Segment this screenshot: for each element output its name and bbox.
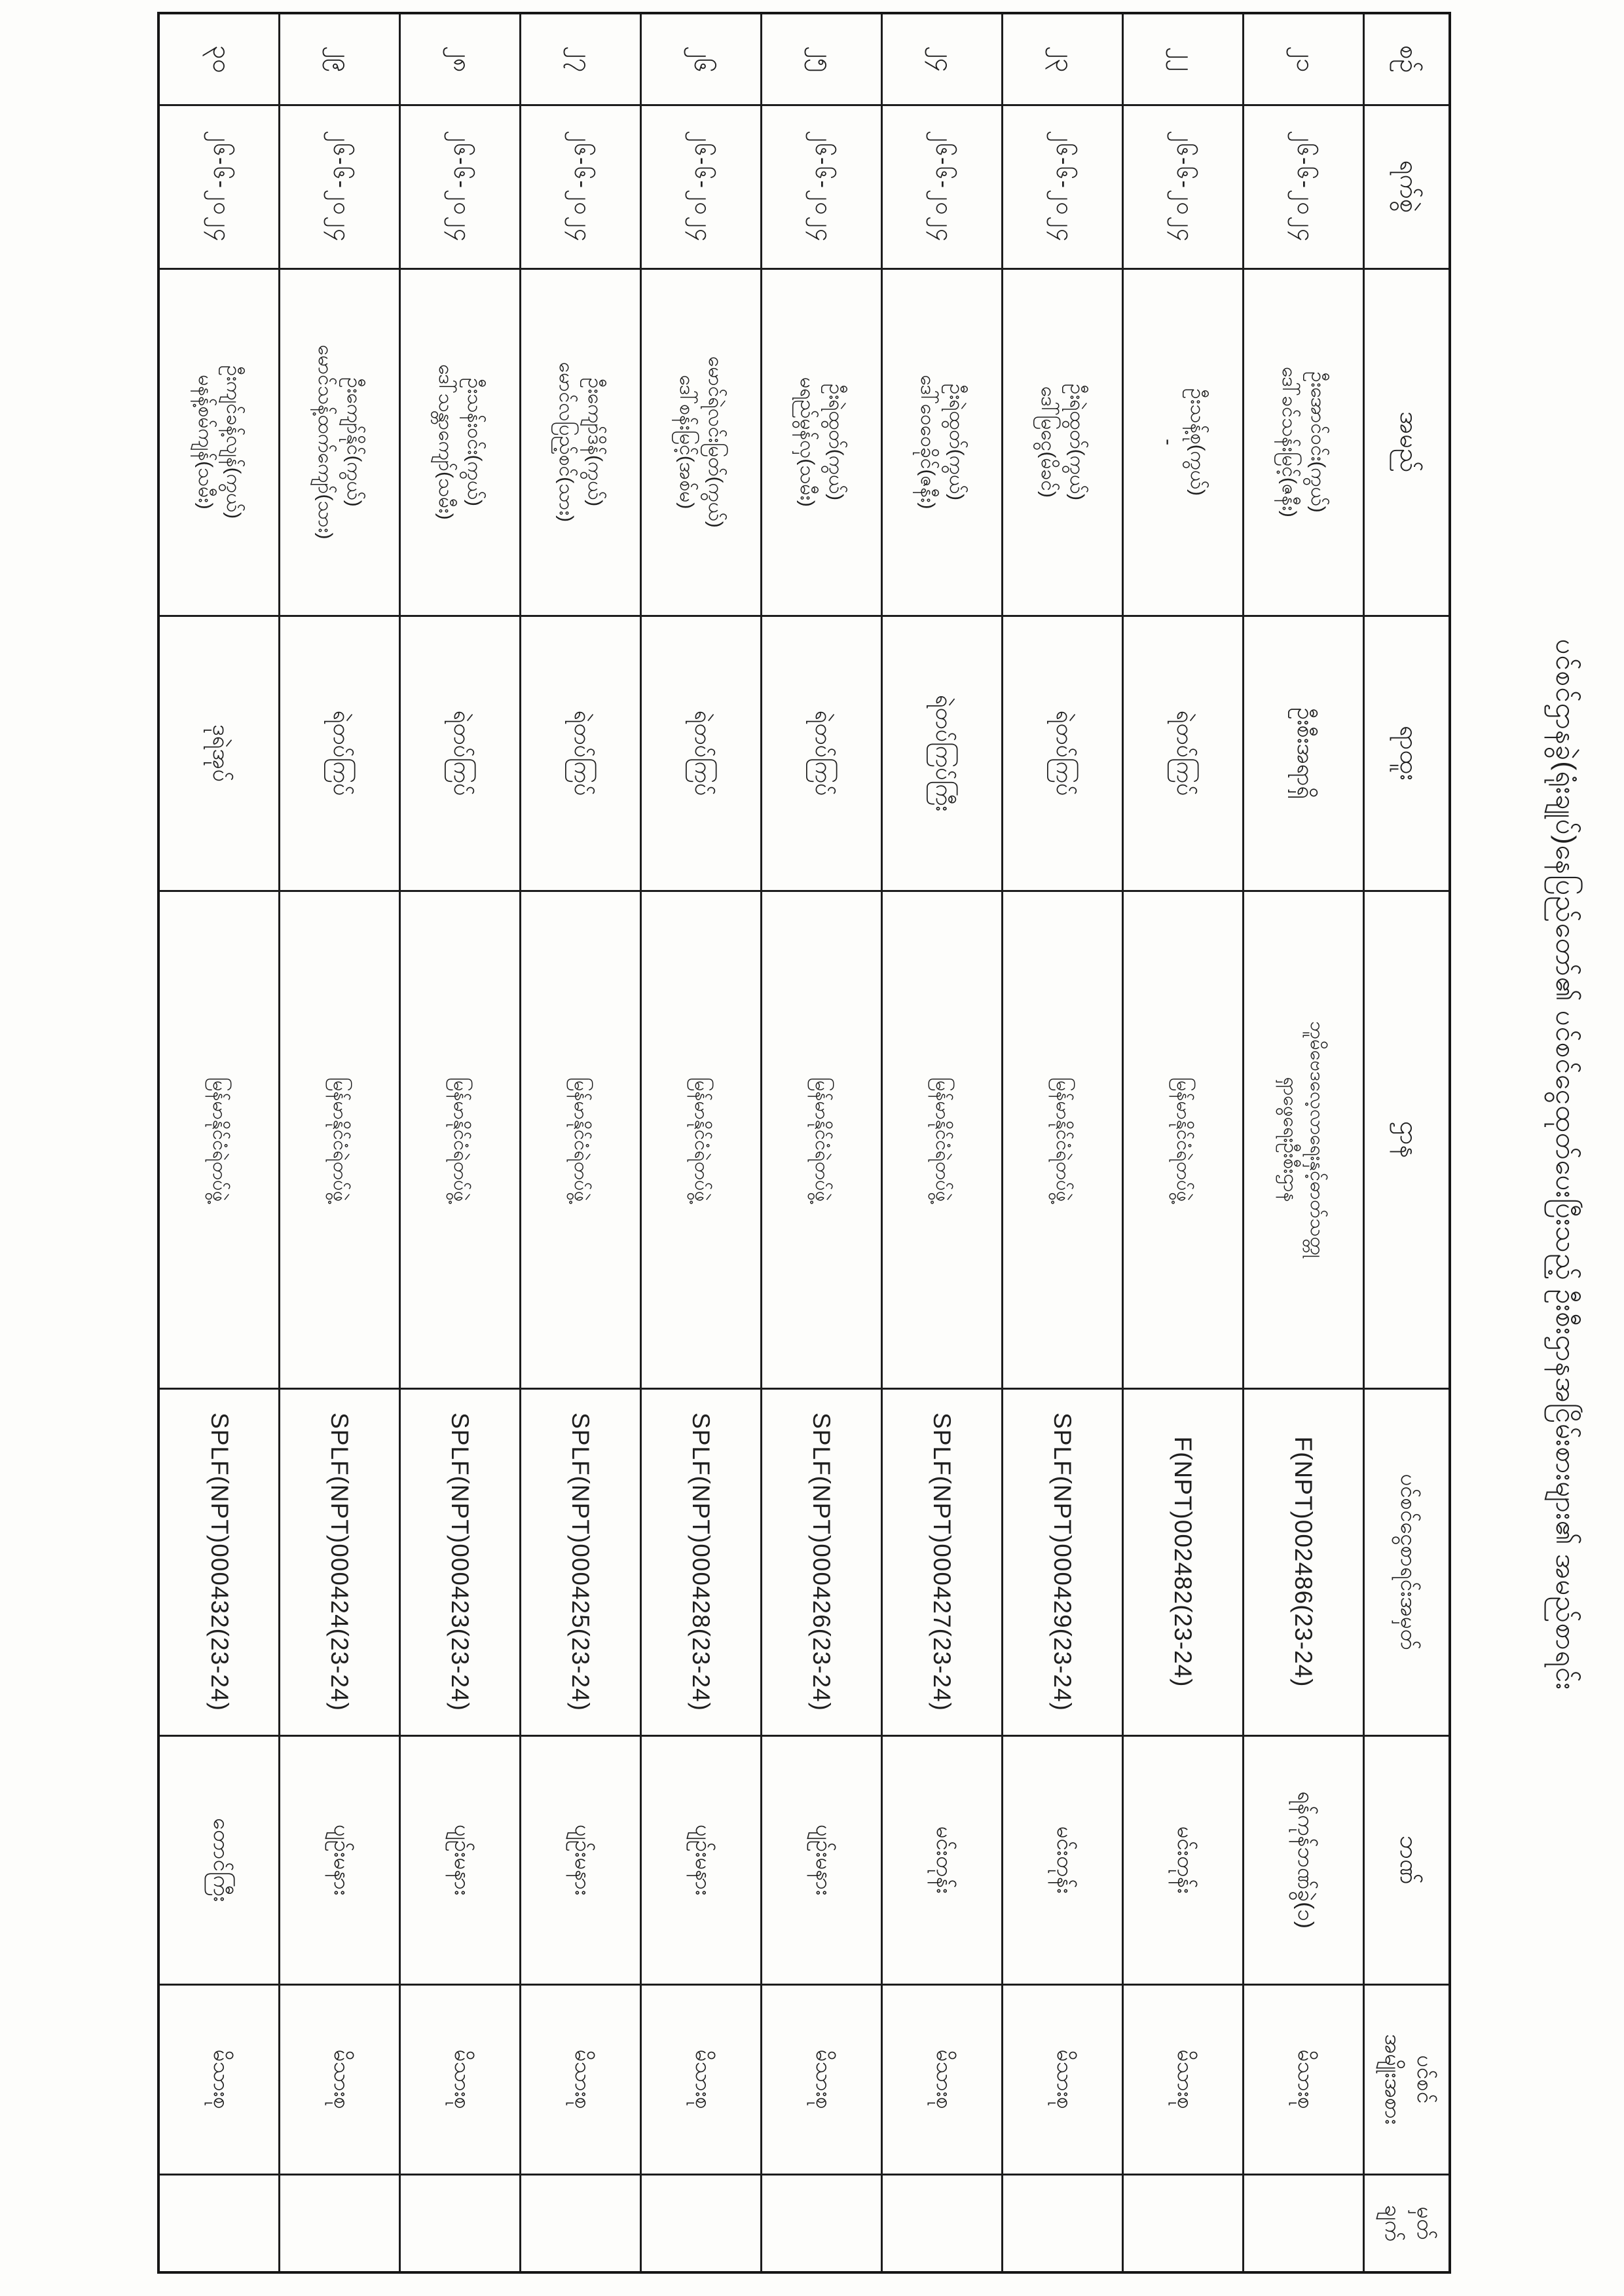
cell-department (1003, 891, 1123, 1388)
cell-remark (641, 2174, 762, 2272)
name-line2: ဒေါ်ခင်သန်းမြင့်(ဇနီး) (1278, 367, 1301, 517)
cell-name (641, 268, 762, 616)
cell-account: SPLF(NPT)000429(23-24) (1003, 1388, 1123, 1735)
header-pension-type-line1: ပင်စင် (1413, 2055, 1437, 2103)
cell-department (1244, 891, 1364, 1388)
cell-remark (521, 2174, 641, 2272)
cell-account: SPLF(NPT)000427(23-24) (882, 1388, 1003, 1735)
header-pension-type (1364, 1984, 1450, 2174)
cell-serial: ၂၁ (1244, 13, 1364, 105)
department-line1: မြန်မာနိုင်ငံရဲတပ်ဖွဲ့ (1172, 1077, 1194, 1202)
cell-date: ၂၆-၆-၂၀၂၄ (762, 105, 882, 268)
table-header-row (1364, 13, 1450, 2272)
name-line2: ဒေါ်ဝေဝေခိုင်(ဇနီး) (917, 375, 939, 509)
cell-date: ၂၆-၆-၂၀၂၄ (400, 105, 521, 268)
department-line1: မြန်မာနိုင်ငံရဲတပ်ဖွဲ့ (570, 1077, 591, 1202)
header-serial: စဉ် (1364, 13, 1450, 105)
cell-department (159, 891, 280, 1388)
cell-pension-type: မိသားစု (882, 1984, 1003, 2174)
cell-bank: ရန်ကုန်ဘဏ်ခွဲ(၁) (1244, 1735, 1364, 1984)
header-date: ရက်စွဲ (1364, 105, 1450, 268)
cell-serial: ၂၃ (1003, 13, 1123, 105)
cell-remark (159, 2174, 280, 2272)
name-line2: ဒေါ်စန်းမြင့်(အစ်မ) (676, 375, 698, 509)
cell-date: ၂၆-၆-၂၀၂၄ (641, 105, 762, 268)
header-remark-line2: ချက် (1381, 2204, 1405, 2242)
cell-account: SPLF(NPT)000425(23-24) (521, 1388, 641, 1735)
page-title: ပင်စင်ဌာနခွဲ(ရုံးချုပ်)နေပြည်တော်၏ ပင်စင်ငွေထုတ်ပေးပြီးသည့် ဦးစီးဌာနအငြိမ်းစားများ၏ အမည်စာရင်း (1551, 639, 1581, 1690)
cell-position: ရဲတပ်ကြပ် (1003, 616, 1123, 891)
name-line1: ဦးရဲထွတ်(ကွယ်) (946, 383, 967, 501)
cell-account: SPLF(NPT)000423(23-24) (400, 1388, 521, 1735)
header-bank: ဘဏ် (1364, 1735, 1450, 1984)
cell-bank: တောင်ကြီး (159, 1735, 280, 1984)
name-line1: ဦးရဲထွတ်(ကွယ်) (1066, 383, 1088, 501)
cell-serial: ၂၇ (521, 13, 641, 105)
cell-serial: ၂၂ (1123, 13, 1244, 105)
department-line1: မြန်မာနိုင်ငံရဲတပ်ဖွဲ့ (329, 1077, 350, 1202)
header-remark (1364, 2174, 1450, 2272)
cell-remark (280, 2174, 400, 2272)
header-account: ပင်စင်ငွေစာရင်းအမှတ် (1364, 1388, 1450, 1735)
table-row (762, 13, 882, 2272)
cell-name (1123, 268, 1244, 616)
name-line2: မောင်သန့်ထက်ကျော်(သား) (314, 344, 337, 540)
cell-date: ၂၆-၆-၂၀၂၄ (159, 105, 280, 268)
cell-position: ရဲတပ်ကြပ်ကြီး (882, 616, 1003, 891)
cell-position: ဦးစီးအရာရှိ (1244, 616, 1364, 891)
cell-position: ရဲတပ်ကြပ် (400, 616, 521, 891)
department-line1: မြန်မာနိုင်ငံရဲတပ်ဖွဲ့ (209, 1077, 231, 1202)
cell-serial: ၂၄ (882, 13, 1003, 105)
name-line2: မနန့်စမ်ကျန်(သမီး) (194, 375, 216, 509)
table-row (400, 13, 521, 2272)
name-line1: ဦးရဲထွတ်(ကွယ်) (825, 383, 847, 501)
cell-bank: မင်းတုန်း (1123, 1735, 1244, 1984)
cell-name (762, 268, 882, 616)
cell-position: ရဲတပ်ကြပ် (1123, 616, 1244, 891)
cell-account: SPLF(NPT)000426(23-24) (762, 1388, 882, 1735)
pension-table (158, 12, 1452, 2274)
cell-pension-type: မိသားစု (280, 1984, 400, 2174)
cell-remark (1123, 2174, 1244, 2272)
cell-date: ၂၆-၆-၂၀၂၄ (1003, 105, 1123, 268)
name-line2: - (1158, 439, 1180, 445)
cell-name (1244, 268, 1364, 616)
cell-name (521, 268, 641, 616)
cell-bank: ပျဉ်းမနား (762, 1735, 882, 1984)
header-position: ရာထူး (1364, 616, 1450, 891)
name-line2: မောင်လပြည့်စင်(သား) (555, 361, 578, 523)
cell-pension-type: မိသားစု (1123, 1984, 1244, 2174)
cell-department (521, 891, 641, 1388)
table-row (521, 13, 641, 2272)
cell-department (1123, 891, 1244, 1388)
name-line2: ဒေါ်သန္တာကျော်(သမီး) (435, 364, 457, 520)
cell-date: ၂၆-၆-၂၀၂၄ (1123, 105, 1244, 268)
name-line1: ဦးအောင်ဝင်း(ကွယ်) (1307, 371, 1329, 513)
cell-pension-type: မိသားစု (1003, 1984, 1123, 2174)
cell-remark (1003, 2174, 1123, 2272)
department-line1: မြန်မာနိုင်ငံရဲတပ်ဖွဲ့ (931, 1077, 953, 1202)
cell-department (400, 891, 521, 1388)
name-line1: ဦးသန့်စု(ကွယ်) (1187, 388, 1208, 496)
name-line2: မရည်မွန်လှ(သမီး) (796, 377, 819, 507)
table-row (641, 13, 762, 2272)
department-line2: ရှာဖွေရေးဦးစီးဌာန (1280, 1077, 1301, 1202)
cell-name (159, 268, 280, 616)
cell-position: ဒုရဲအုပ် (159, 616, 280, 891)
cell-pension-type: မိသားစု (159, 1984, 280, 2174)
department-line1: မြန်မာနိုင်ငံရဲတပ်ဖွဲ့ (1052, 1077, 1073, 1202)
cell-position: ရဲတပ်ကြပ် (280, 616, 400, 891)
cell-pension-type: မိသားစု (1244, 1984, 1364, 2174)
cell-department (882, 891, 1003, 1388)
cell-bank: မင်းတုန်း (882, 1735, 1003, 1984)
header-name: အမည် (1364, 268, 1450, 616)
table-row (882, 13, 1003, 2272)
cell-name (400, 268, 521, 616)
department-line1: မြန်မာနိုင်ငံရဲတပ်ဖွဲ့ (811, 1077, 832, 1202)
name-line1: မောင်ရဲလင်းမြတ်(ကွယ်) (705, 356, 726, 528)
cell-position: ရဲတပ်ကြပ် (641, 616, 762, 891)
header-remark-line1: မှတ် (1413, 2206, 1437, 2240)
cell-serial: ၂၈ (400, 13, 521, 105)
department-line1: မြန်မာနိုင်ငံရဲတပ်ဖွဲ့ (449, 1077, 471, 1202)
cell-department (641, 891, 762, 1388)
cell-bank: ပျဉ်းမနား (521, 1735, 641, 1984)
cell-remark (1244, 2174, 1364, 2272)
cell-remark (400, 2174, 521, 2272)
cell-account: F(NPT)002482(23-24) (1123, 1388, 1244, 1735)
department-line1: ဘူမိဗေဒလေ့လာရေးနှင့်ဓာတ်သတ္တု (1306, 1021, 1328, 1258)
cell-position: ရဲတပ်ကြပ် (521, 616, 641, 891)
cell-account: SPLF(NPT)000424(23-24) (280, 1388, 400, 1735)
header-pension-type-line2: အမျိုးအစား (1381, 2033, 1405, 2125)
cell-pension-type: မိသားစု (521, 1984, 641, 2174)
cell-account: SPLF(NPT)000428(23-24) (641, 1388, 762, 1735)
table-row (1003, 13, 1123, 2272)
cell-serial: ၃၀ (159, 13, 280, 105)
name-line1: ဦးကျော်နိုင်(ကွယ်) (343, 377, 365, 507)
name-line1: ဦးကျော်ဒိန်(ကွယ်) (584, 377, 606, 507)
department-line1: မြန်မာနိုင်ငံရဲတပ်ဖွဲ့ (690, 1077, 712, 1202)
cell-account: F(NPT)002486(23-24) (1244, 1388, 1364, 1735)
cell-serial: ၂၉ (280, 13, 400, 105)
cell-date: ၂၆-၆-၂၀၂၄ (280, 105, 400, 268)
cell-account: SPLF(NPT)000432(23-24) (159, 1388, 280, 1735)
cell-department (762, 891, 882, 1388)
cell-date: ၂၆-၆-၂၀၂၄ (521, 105, 641, 268)
cell-remark (882, 2174, 1003, 2272)
name-line2: ဒေါ်မြငွေ(မိခင်) (1037, 386, 1060, 498)
cell-bank: မင်းတုန်း (1003, 1735, 1123, 1984)
cell-pension-type: မိသားစု (641, 1984, 762, 2174)
name-line1: ဦးသန်းဝင်း(ကွယ်) (464, 378, 485, 506)
cell-name (280, 268, 400, 616)
cell-bank: ပျဉ်းမနား (400, 1735, 521, 1984)
table-row (1244, 13, 1364, 2272)
cell-remark (762, 2174, 882, 2272)
cell-serial: ၂၆ (641, 13, 762, 105)
header-department: ဌာန (1364, 891, 1450, 1388)
rotated-document (145, 12, 1612, 2278)
cell-name (1003, 268, 1123, 616)
cell-date: ၂၆-၆-၂၀၂၄ (882, 105, 1003, 268)
cell-bank: ပျဉ်းမနား (641, 1735, 762, 1984)
cell-position: ရဲတပ်ကြပ် (762, 616, 882, 891)
cell-date: ၂၆-၆-၂၀၂၄ (1244, 105, 1364, 268)
cell-bank: ပျဉ်းမနား (280, 1735, 400, 1984)
table-row (159, 13, 280, 2272)
name-line1: ဦးကျင်ခန့်လျန်(ကွယ်) (223, 365, 245, 519)
cell-name (882, 268, 1003, 616)
table-row (1123, 13, 1244, 2272)
cell-pension-type: မိသားစု (762, 1984, 882, 2174)
cell-department (280, 891, 400, 1388)
cell-pension-type: မိသားစု (400, 1984, 521, 2174)
cell-serial: ၂၅ (762, 13, 882, 105)
table-row (280, 13, 400, 2272)
